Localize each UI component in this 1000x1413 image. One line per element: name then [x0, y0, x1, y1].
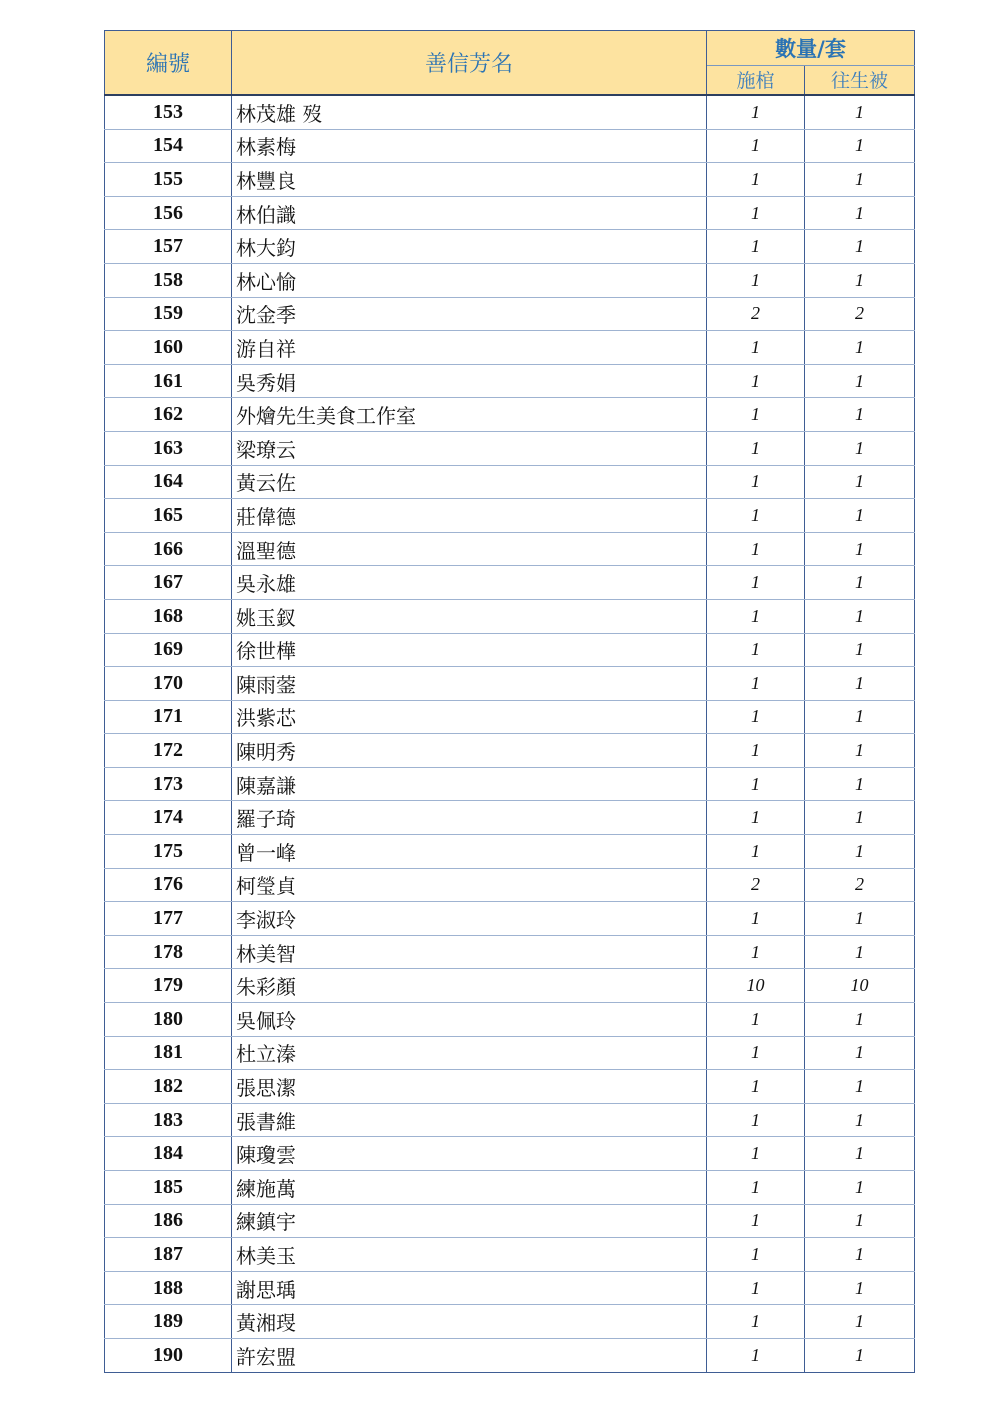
cell-coffin-qty: 1 — [707, 700, 805, 734]
cell-number: 171 — [105, 700, 232, 734]
cell-number: 188 — [105, 1271, 232, 1305]
cell-coffin-qty: 1 — [707, 1036, 805, 1070]
table-body — [105, 95, 915, 1372]
cell-coffin-qty: 1 — [707, 532, 805, 566]
cell-donor-name: 練施萬 — [232, 1171, 707, 1205]
table-row — [105, 935, 915, 969]
cell-coffin-qty: 1 — [707, 1070, 805, 1104]
cell-number: 183 — [105, 1103, 232, 1137]
cell-number: 178 — [105, 935, 232, 969]
cell-donor-name: 陳雨蓥 — [232, 667, 707, 701]
table-row — [105, 230, 915, 264]
cell-number: 189 — [105, 1305, 232, 1339]
cell-shroud-qty: 1 — [805, 532, 915, 566]
cell-donor-name: 林素梅 — [232, 129, 707, 163]
cell-donor-name: 羅子琦 — [232, 801, 707, 835]
cell-coffin-qty: 1 — [707, 835, 805, 869]
cell-donor-name: 林伯識 — [232, 196, 707, 230]
cell-coffin-qty: 1 — [707, 633, 805, 667]
cell-donor-name: 陳嘉謙 — [232, 767, 707, 801]
cell-donor-name: 張書維 — [232, 1103, 707, 1137]
cell-coffin-qty: 1 — [707, 1338, 805, 1372]
table-row — [105, 196, 915, 230]
cell-number: 179 — [105, 969, 232, 1003]
table-row — [105, 566, 915, 600]
table-row — [105, 431, 915, 465]
cell-coffin-qty: 1 — [707, 902, 805, 936]
cell-shroud-qty: 1 — [805, 230, 915, 264]
table-row — [105, 633, 915, 667]
cell-number: 181 — [105, 1036, 232, 1070]
cell-number: 185 — [105, 1171, 232, 1205]
cell-coffin-qty: 1 — [707, 364, 805, 398]
cell-donor-name: 游自祥 — [232, 331, 707, 365]
cell-number: 176 — [105, 868, 232, 902]
cell-donor-name: 杜立溱 — [232, 1036, 707, 1070]
table-row — [105, 902, 915, 936]
table-row — [105, 667, 915, 701]
cell-donor-name: 林大鈞 — [232, 230, 707, 264]
table-row — [105, 1204, 915, 1238]
cell-shroud-qty: 1 — [805, 566, 915, 600]
cell-shroud-qty: 1 — [805, 431, 915, 465]
cell-shroud-qty: 1 — [805, 1103, 915, 1137]
header-shroud: 往生被 — [805, 65, 915, 95]
cell-shroud-qty: 1 — [805, 465, 915, 499]
cell-donor-name: 吳佩玲 — [232, 1003, 707, 1037]
cell-number: 190 — [105, 1338, 232, 1372]
table-row — [105, 1137, 915, 1171]
table-row — [105, 969, 915, 1003]
cell-shroud-qty: 1 — [805, 163, 915, 197]
table-header — [105, 31, 915, 96]
cell-number: 156 — [105, 196, 232, 230]
cell-shroud-qty: 1 — [805, 599, 915, 633]
cell-shroud-qty: 1 — [805, 1338, 915, 1372]
cell-coffin-qty: 1 — [707, 263, 805, 297]
table-row — [105, 398, 915, 432]
cell-coffin-qty: 1 — [707, 95, 805, 129]
cell-coffin-qty: 1 — [707, 667, 805, 701]
table-row — [105, 1271, 915, 1305]
table-row — [105, 465, 915, 499]
cell-coffin-qty: 10 — [707, 969, 805, 1003]
cell-coffin-qty: 1 — [707, 230, 805, 264]
cell-donor-name: 許宏盟 — [232, 1338, 707, 1372]
cell-shroud-qty: 1 — [805, 129, 915, 163]
cell-number: 173 — [105, 767, 232, 801]
cell-coffin-qty: 1 — [707, 1305, 805, 1339]
cell-coffin-qty: 1 — [707, 431, 805, 465]
cell-number: 165 — [105, 499, 232, 533]
cell-shroud-qty: 1 — [805, 734, 915, 768]
cell-coffin-qty: 1 — [707, 129, 805, 163]
cell-shroud-qty: 1 — [805, 1238, 915, 1272]
cell-coffin-qty: 1 — [707, 465, 805, 499]
cell-number: 174 — [105, 801, 232, 835]
cell-coffin-qty: 1 — [707, 196, 805, 230]
cell-shroud-qty: 1 — [805, 398, 915, 432]
cell-shroud-qty: 10 — [805, 969, 915, 1003]
cell-number: 169 — [105, 633, 232, 667]
cell-coffin-qty: 1 — [707, 1003, 805, 1037]
table-row — [105, 1238, 915, 1272]
cell-donor-name: 吳永雄 — [232, 566, 707, 600]
cell-number: 175 — [105, 835, 232, 869]
cell-donor-name: 林美智 — [232, 935, 707, 969]
table-row — [105, 599, 915, 633]
header-quantity-group: 數量/套 — [707, 31, 915, 66]
cell-donor-name: 練鎮宇 — [232, 1204, 707, 1238]
header-coffin: 施棺 — [707, 65, 805, 95]
cell-coffin-qty: 2 — [707, 868, 805, 902]
cell-number: 158 — [105, 263, 232, 297]
cell-donor-name: 外燴先生美食工作室 — [232, 398, 707, 432]
table-row — [105, 297, 915, 331]
cell-coffin-qty: 1 — [707, 566, 805, 600]
table-row — [105, 1103, 915, 1137]
table-row — [105, 499, 915, 533]
cell-shroud-qty: 1 — [805, 835, 915, 869]
cell-shroud-qty: 1 — [805, 499, 915, 533]
cell-donor-name: 洪紫芯 — [232, 700, 707, 734]
cell-donor-name: 莊偉德 — [232, 499, 707, 533]
cell-coffin-qty: 1 — [707, 1204, 805, 1238]
table-row — [105, 801, 915, 835]
cell-coffin-qty: 1 — [707, 1171, 805, 1205]
table-row — [105, 1003, 915, 1037]
cell-shroud-qty: 1 — [805, 633, 915, 667]
cell-number: 167 — [105, 566, 232, 600]
cell-coffin-qty: 1 — [707, 1103, 805, 1137]
cell-donor-name: 謝思瑀 — [232, 1271, 707, 1305]
cell-number: 153 — [105, 95, 232, 129]
table-row — [105, 95, 915, 129]
table-row — [105, 1305, 915, 1339]
cell-shroud-qty: 1 — [805, 1305, 915, 1339]
cell-number: 182 — [105, 1070, 232, 1104]
cell-shroud-qty: 1 — [805, 935, 915, 969]
cell-shroud-qty: 1 — [805, 767, 915, 801]
cell-donor-name: 朱彩顏 — [232, 969, 707, 1003]
cell-number: 162 — [105, 398, 232, 432]
cell-donor-name: 梁璙云 — [232, 431, 707, 465]
cell-donor-name: 林美玉 — [232, 1238, 707, 1272]
table-row — [105, 331, 915, 365]
cell-shroud-qty: 1 — [805, 667, 915, 701]
cell-coffin-qty: 1 — [707, 331, 805, 365]
table-row — [105, 129, 915, 163]
table-row — [105, 1036, 915, 1070]
cell-shroud-qty: 2 — [805, 297, 915, 331]
cell-donor-name: 陳瓊雲 — [232, 1137, 707, 1171]
cell-shroud-qty: 1 — [805, 331, 915, 365]
cell-donor-name: 姚玉釵 — [232, 599, 707, 633]
table-row — [105, 734, 915, 768]
table-row — [105, 1070, 915, 1104]
cell-donor-name: 黃云佐 — [232, 465, 707, 499]
table-row — [105, 767, 915, 801]
cell-shroud-qty: 1 — [805, 1003, 915, 1037]
cell-number: 187 — [105, 1238, 232, 1272]
cell-number: 163 — [105, 431, 232, 465]
cell-number: 186 — [105, 1204, 232, 1238]
cell-shroud-qty: 1 — [805, 1036, 915, 1070]
cell-donor-name: 曾一峰 — [232, 835, 707, 869]
cell-donor-name: 林心愉 — [232, 263, 707, 297]
cell-number: 161 — [105, 364, 232, 398]
cell-number: 157 — [105, 230, 232, 264]
cell-donor-name: 沈金季 — [232, 297, 707, 331]
table-row — [105, 364, 915, 398]
cell-number: 168 — [105, 599, 232, 633]
cell-shroud-qty: 1 — [805, 196, 915, 230]
cell-shroud-qty: 1 — [805, 1204, 915, 1238]
cell-shroud-qty: 1 — [805, 364, 915, 398]
cell-number: 160 — [105, 331, 232, 365]
cell-shroud-qty: 1 — [805, 1171, 915, 1205]
table-row — [105, 163, 915, 197]
cell-number: 170 — [105, 667, 232, 701]
cell-number: 155 — [105, 163, 232, 197]
cell-shroud-qty: 1 — [805, 1271, 915, 1305]
cell-donor-name: 張思潔 — [232, 1070, 707, 1104]
cell-donor-name: 陳明秀 — [232, 734, 707, 768]
cell-donor-name: 徐世樺 — [232, 633, 707, 667]
header-number: 編號 — [105, 31, 232, 96]
table-row — [105, 1338, 915, 1372]
table-row — [105, 263, 915, 297]
cell-coffin-qty: 1 — [707, 801, 805, 835]
cell-donor-name: 李淑玲 — [232, 902, 707, 936]
cell-number: 166 — [105, 532, 232, 566]
header-donor-name: 善信芳名 — [232, 31, 707, 96]
cell-shroud-qty: 1 — [805, 902, 915, 936]
cell-shroud-qty: 1 — [805, 263, 915, 297]
cell-shroud-qty: 1 — [805, 1137, 915, 1171]
cell-shroud-qty: 1 — [805, 1070, 915, 1104]
cell-coffin-qty: 1 — [707, 163, 805, 197]
cell-donor-name: 溫聖德 — [232, 532, 707, 566]
cell-donor-name: 林茂雄 歿 — [232, 95, 707, 129]
table-row — [105, 868, 915, 902]
cell-donor-name: 林豐良 — [232, 163, 707, 197]
cell-coffin-qty: 1 — [707, 1271, 805, 1305]
table-row — [105, 835, 915, 869]
cell-coffin-qty: 1 — [707, 1137, 805, 1171]
cell-number: 172 — [105, 734, 232, 768]
donor-table — [104, 30, 915, 1373]
cell-coffin-qty: 1 — [707, 935, 805, 969]
table-row — [105, 700, 915, 734]
cell-donor-name: 柯瑩貞 — [232, 868, 707, 902]
cell-coffin-qty: 1 — [707, 398, 805, 432]
cell-coffin-qty: 1 — [707, 1238, 805, 1272]
cell-shroud-qty: 1 — [805, 801, 915, 835]
cell-shroud-qty: 1 — [805, 700, 915, 734]
cell-number: 177 — [105, 902, 232, 936]
table-row — [105, 1171, 915, 1205]
cell-shroud-qty: 2 — [805, 868, 915, 902]
cell-number: 154 — [105, 129, 232, 163]
cell-coffin-qty: 1 — [707, 499, 805, 533]
cell-donor-name: 黃湘琝 — [232, 1305, 707, 1339]
cell-number: 180 — [105, 1003, 232, 1037]
cell-coffin-qty: 1 — [707, 734, 805, 768]
cell-coffin-qty: 1 — [707, 767, 805, 801]
cell-donor-name: 吳秀娟 — [232, 364, 707, 398]
cell-number: 164 — [105, 465, 232, 499]
table-row — [105, 532, 915, 566]
cell-coffin-qty: 2 — [707, 297, 805, 331]
cell-coffin-qty: 1 — [707, 599, 805, 633]
cell-number: 184 — [105, 1137, 232, 1171]
cell-number: 159 — [105, 297, 232, 331]
cell-shroud-qty: 1 — [805, 95, 915, 129]
